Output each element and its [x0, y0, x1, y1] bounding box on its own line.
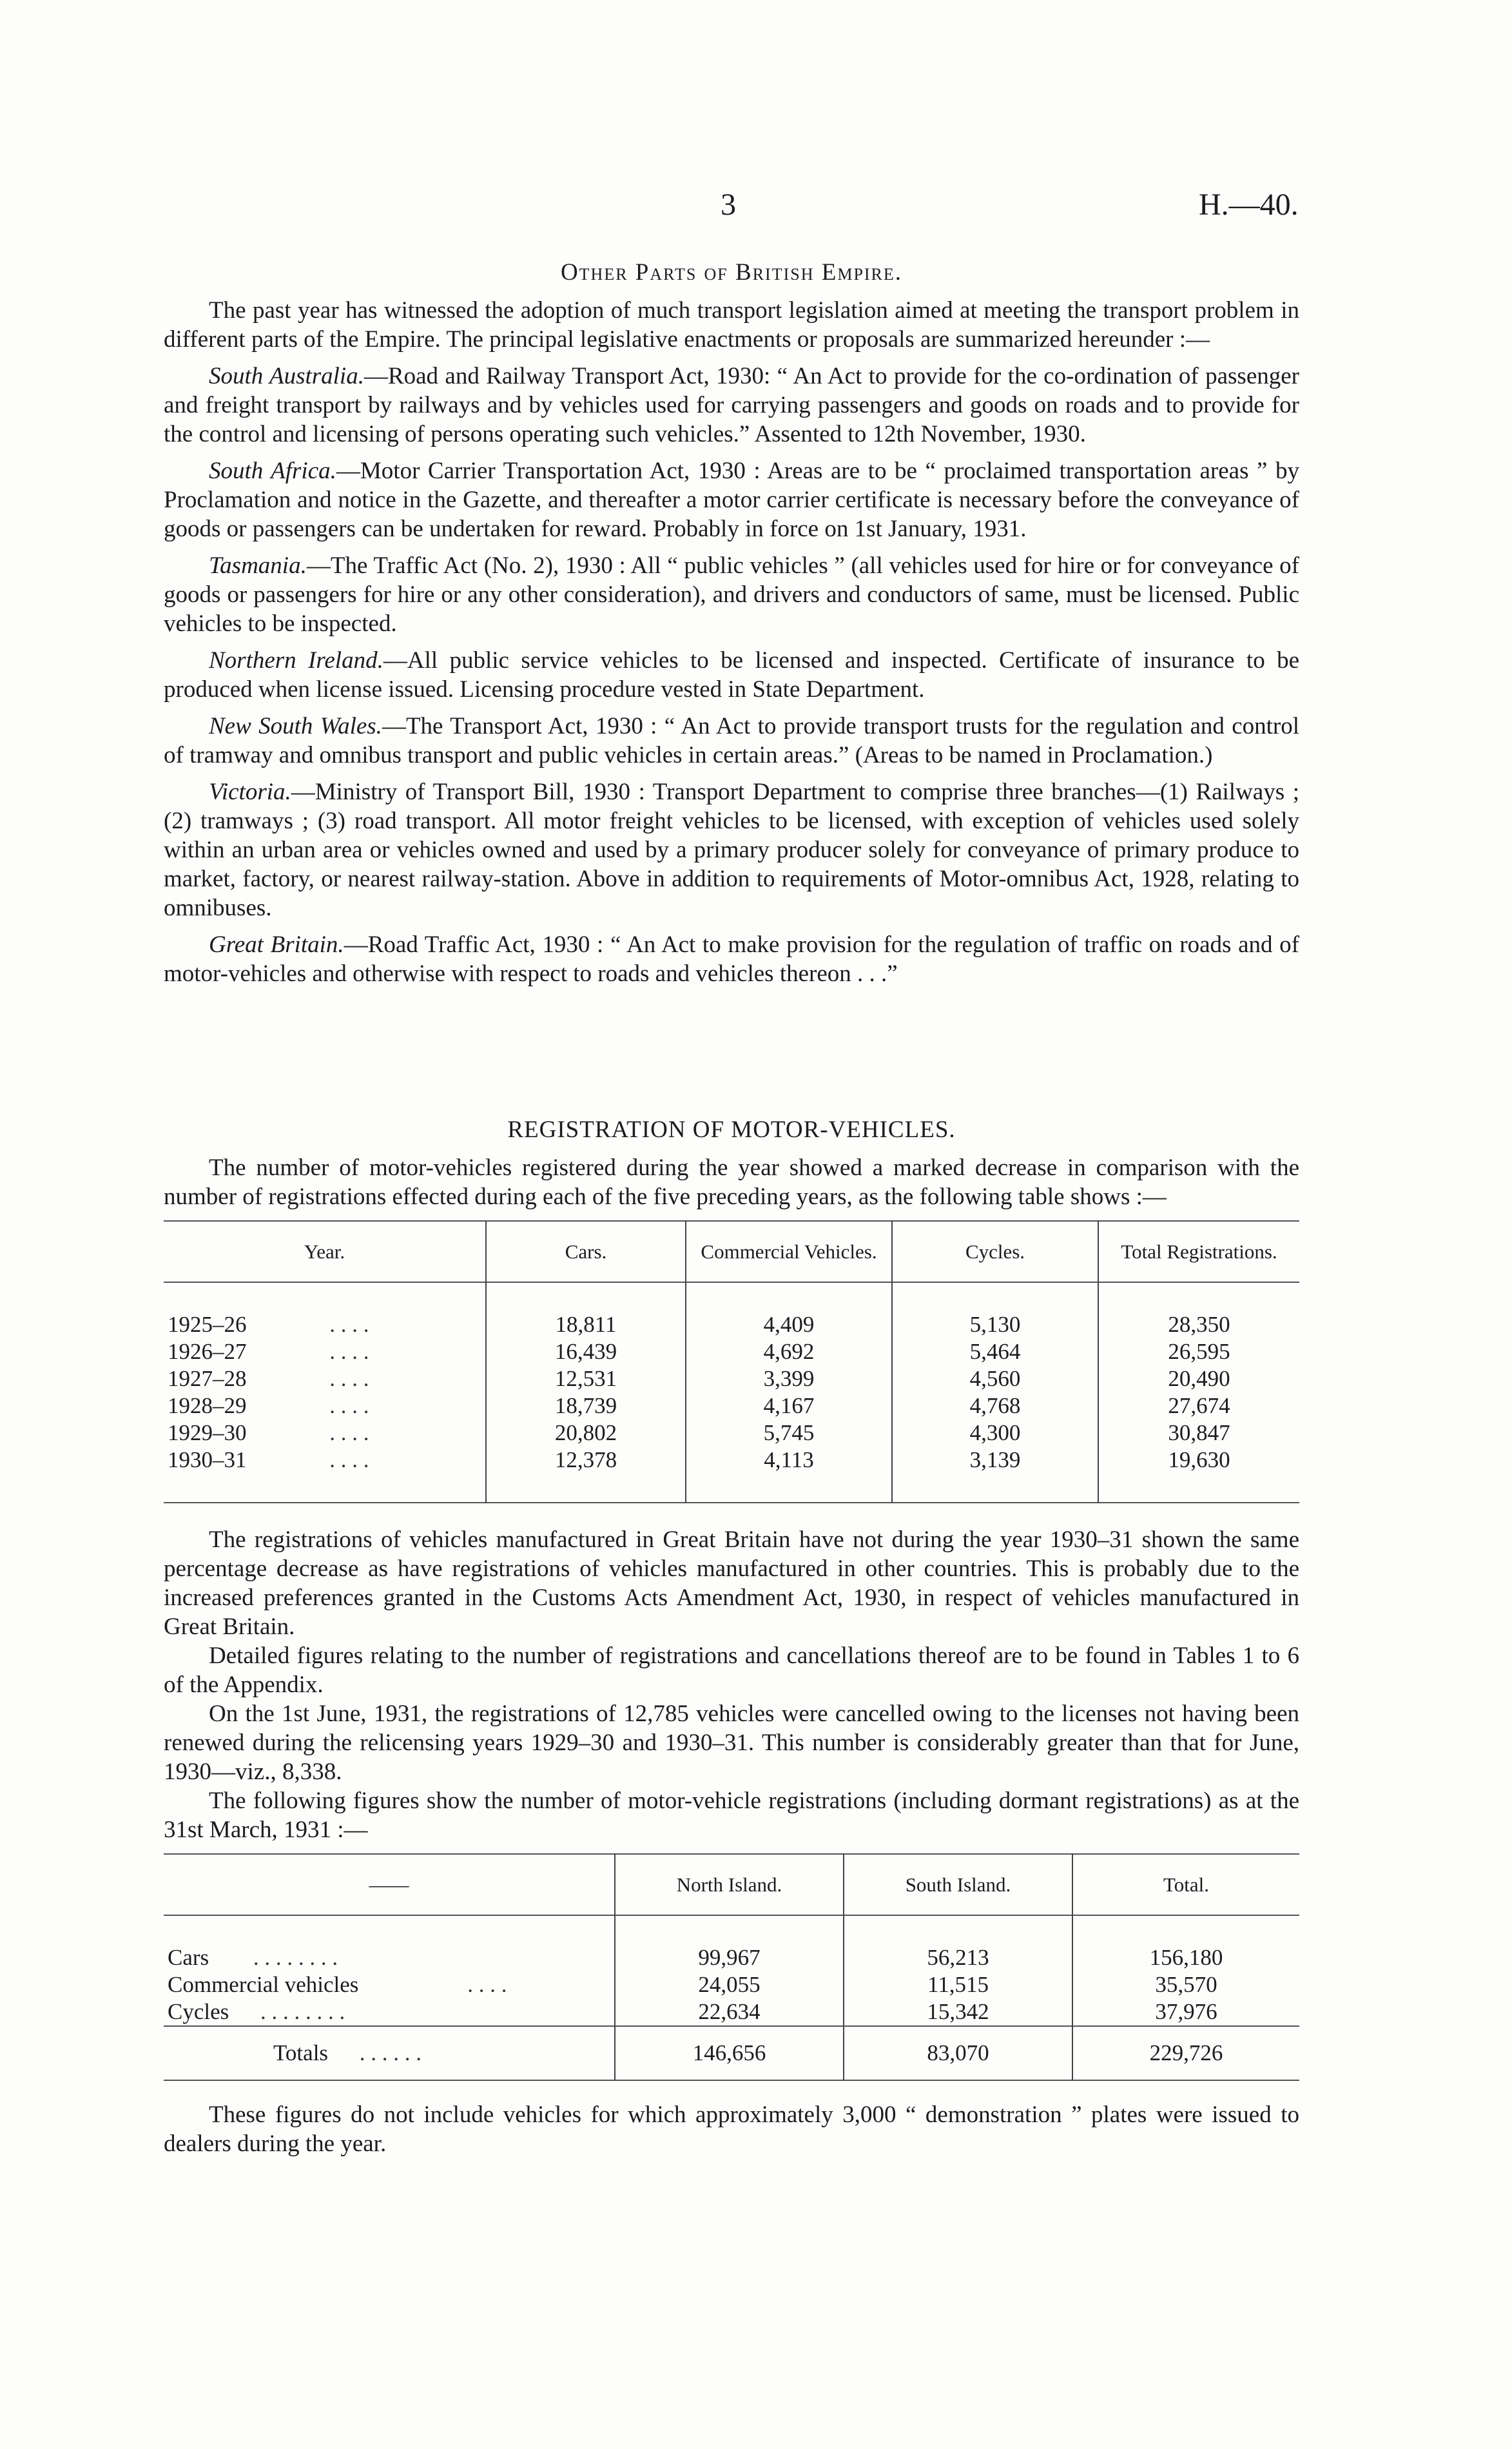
- north-island-cell: 99,967: [615, 1944, 844, 1971]
- registration-section: [164, 1115, 1299, 2158]
- entry-text: —All public service vehicles to be licensed and inspected. Certificate of insurance to be produced when license issued. Licensing procedure vested in State Department.: [164, 647, 1299, 703]
- entry-place: South Africa.: [209, 458, 336, 484]
- leader-dots: . . . . . . . .: [260, 1999, 345, 2024]
- body-paragraph: The registrations of vehicles manufactured in Great Britain have not during the year 1930–31 shown the same percentage decrease as have registrations of vehicles manufactured in other countries. This is probably due to the increased preferences granted in the Customs Acts Amendment Act, 1930, in respect of vehicles manufactured in Great Britain.: [164, 1527, 1299, 1640]
- total-cell: 26,595: [1098, 1338, 1299, 1365]
- spacer-row: [164, 1282, 1299, 1311]
- spacer-row: [164, 1915, 1299, 1944]
- body-paragraph: On the 1st June, 1931, the registrations of 12,785 vehicles were cancelled owing to the licenses not having been renewed during the relicensing years 1929–30 and 1930–31. This number is considerably greater than that for June, 1930—viz., 8,338.: [164, 1701, 1299, 1785]
- entry-place: South Australia.: [209, 363, 364, 389]
- column-header: Total Registrations.: [1098, 1221, 1299, 1282]
- entry-new-south-wales: [164, 712, 1299, 770]
- table-row: [164, 1420, 1299, 1447]
- leader-dots: . . . .: [329, 1393, 369, 1418]
- cycles-cell: 4,768: [892, 1392, 1098, 1420]
- commercial-cell: 4,113: [686, 1447, 892, 1474]
- year-cell: 1928–29: [168, 1393, 247, 1418]
- column-header: North Island.: [615, 1854, 844, 1915]
- row-label: Commercial vehicles: [168, 1972, 359, 1997]
- leader-dots: . . . .: [329, 1420, 369, 1445]
- column-header: ——: [369, 1873, 409, 1896]
- cars-cell: 12,378: [486, 1447, 686, 1474]
- entry-tasmania: [164, 551, 1299, 638]
- total-cell: 156,180: [1072, 1944, 1299, 1971]
- entry-text: —The Traffic Act (No. 2), 1930 : All “ public vehicles ” (all vehicles used for hire or for conveyance of goods or passengers for hire or any other consideration), and drivers and conductors of same, must be licensed. Public vehicles to be inspected.: [164, 552, 1299, 637]
- entry-text: —Ministry of Transport Bill, 1930 : Transport Department to comprise three branches—(1) Railways ; (2) tramways ; (3) road transport. All motor freight vehicles to be licensed, with exception of vehicles used solely within an urban area or vehicles owned and used by a primary producer solely for conveyance of primary produce to market, factory, or nearest railway-station. Above in addition to requirements of Motor-omnibus Act, 1928, relating to omnibuses.: [164, 779, 1299, 921]
- south-island-cell: 56,213: [844, 1944, 1072, 1971]
- year-cell: 1925–26: [168, 1312, 247, 1337]
- grand-total: 229,726: [1072, 2026, 1299, 2080]
- column-header: Total.: [1072, 1854, 1299, 1915]
- cars-cell: 20,802: [486, 1420, 686, 1447]
- entry-text: —The Transport Act, 1930 : “ An Act to provide transport trusts for the regulation and control of tramway and omnibus transport and public vehicles in certain areas.” (Areas to be named in Proclamation.): [164, 713, 1300, 768]
- north-island-total: 146,656: [615, 2026, 844, 2080]
- cycles-cell: 4,560: [892, 1365, 1098, 1392]
- cycles-cell: 3,139: [892, 1447, 1098, 1474]
- other-parts-section: [164, 258, 1299, 988]
- entry-place: New South Wales.: [209, 713, 382, 739]
- cars-cell: 18,739: [486, 1392, 686, 1420]
- entry-south-australia: [164, 362, 1299, 449]
- year-cell: 1930–31: [168, 1447, 247, 1472]
- table-row: [164, 1365, 1299, 1392]
- entry-place: Victoria.: [209, 779, 291, 805]
- table-row: [164, 1392, 1299, 1420]
- cars-cell: 12,531: [486, 1365, 686, 1392]
- cars-cell: 16,439: [486, 1338, 686, 1365]
- page-number: 3: [721, 188, 736, 222]
- row-label: Cars: [168, 1945, 209, 1970]
- registration-intro: The number of motor-vehicles registered during the year showed a marked decrease in comparison with the number of registrations effected during each of the five preceding years, as the following table shows :—: [164, 1155, 1299, 1210]
- registration-title: REGISTRATION OF MOTOR-VEHICLES.: [507, 1117, 956, 1143]
- footnote-paragraph: These figures do not include vehicles for which approximately 3,000 “ demonstration ” plates were issued to dealers during the year.: [164, 2102, 1299, 2157]
- entry-text: —Road Traffic Act, 1930 : “ An Act to make provision for the regulation of traffic on roads and of motor-vehicles and otherwise with respect to roads and vehicles thereon . . .”: [164, 932, 1299, 987]
- total-cell: 30,847: [1098, 1420, 1299, 1447]
- table-header-row: [164, 1221, 1299, 1282]
- cycles-cell: 5,130: [892, 1311, 1098, 1338]
- commercial-cell: 5,745: [686, 1420, 892, 1447]
- entry-text: —Road and Railway Transport Act, 1930: “ An Act to provide for the co-ordination of passenger and freight transport by railways and by vehicles used for carrying passengers and goods on roads and to provide for the control and licensing of persons operating such vehicles.” Assented to 12th November, 1930.: [164, 363, 1299, 447]
- document-code: H.—40.: [1199, 188, 1299, 222]
- entry-south-africa: [164, 456, 1299, 543]
- body-paragraph: Detailed figures relating to the number of registrations and cancellations thereof are to be found in Tables 1 to 6 of the Appendix.: [164, 1643, 1299, 1698]
- column-header: Commercial Vehicles.: [686, 1221, 892, 1282]
- leader-dots: . . . . . . . .: [253, 1945, 338, 1970]
- commercial-cell: 3,399: [686, 1365, 892, 1392]
- cycles-cell: 4,300: [892, 1420, 1098, 1447]
- table-row: [164, 1447, 1299, 1474]
- intro-paragraph: The past year has witnessed the adoption of much transport legislation aimed at meeting the transport problem in different parts of the Empire. The principal legislative enactments or proposals are summarized hereunder :—: [164, 297, 1299, 353]
- table-header-row: [164, 1854, 1299, 1915]
- commercial-cell: 4,409: [686, 1311, 892, 1338]
- entry-place: Tasmania.: [209, 552, 307, 579]
- totals-label: Totals: [273, 2040, 329, 2065]
- table-row: [164, 1311, 1299, 1338]
- leader-dots: . . . .: [467, 1972, 507, 1997]
- leader-dots: . . . .: [329, 1366, 369, 1391]
- column-header: Cycles.: [892, 1221, 1098, 1282]
- year-cell: 1929–30: [168, 1420, 247, 1445]
- registrations-by-island-table: [164, 1853, 1299, 2081]
- column-header: Year.: [304, 1240, 345, 1263]
- cycles-cell: 5,464: [892, 1338, 1098, 1365]
- commercial-cell: 4,692: [686, 1338, 892, 1365]
- section-title: Other Parts of British Empire.: [560, 259, 903, 286]
- south-island-cell: 11,515: [844, 1971, 1072, 1998]
- registrations-by-year-table: [164, 1220, 1299, 1503]
- totals-row: [164, 2026, 1299, 2080]
- total-cell: 19,630: [1098, 1447, 1299, 1474]
- body-paragraph: The following figures show the number of motor-vehicle registrations (including dormant registrations) as at the 31st March, 1931 :—: [164, 1788, 1299, 1843]
- row-label: Cycles: [168, 1999, 229, 2024]
- entry-great-britain: [164, 930, 1299, 988]
- leader-dots: . . . .: [329, 1339, 369, 1364]
- leader-dots: . . . .: [329, 1312, 369, 1337]
- entry-text: —Motor Carrier Transportation Act, 1930 : Areas are to be “ proclaimed transportation areas ” by Proclamation and notice in the Gazette, and thereafter a motor carrier certificate is necessary before the conveyance of goods or passengers can be undertaken for reward. Probably in force on 1st January, 1931.: [164, 458, 1299, 542]
- year-cell: 1926–27: [168, 1339, 247, 1364]
- table-row: [164, 1338, 1299, 1365]
- entry-northern-ireland: [164, 646, 1299, 704]
- column-header: Cars.: [486, 1221, 686, 1282]
- leader-dots: . . . .: [329, 1447, 369, 1472]
- total-cell: 35,570: [1072, 1971, 1299, 1998]
- total-cell: 20,490: [1098, 1365, 1299, 1392]
- total-cell: 28,350: [1098, 1311, 1299, 1338]
- table-row: [164, 1944, 1299, 1971]
- table-row: [164, 1971, 1299, 1998]
- leader-dots: . . . . . .: [359, 2040, 422, 2065]
- spacer-row: [164, 1474, 1299, 1503]
- total-cell: 37,976: [1072, 1998, 1299, 2026]
- north-island-cell: 24,055: [615, 1971, 844, 1998]
- entry-place: Northern Ireland.: [209, 647, 383, 674]
- entry-victoria: [164, 777, 1299, 922]
- north-island-cell: 22,634: [615, 1998, 844, 2026]
- total-cell: 27,674: [1098, 1392, 1299, 1420]
- south-island-cell: 15,342: [844, 1998, 1072, 2026]
- commercial-cell: 4,167: [686, 1392, 892, 1420]
- cars-cell: 18,811: [486, 1311, 686, 1338]
- table-row: [164, 1998, 1299, 2026]
- south-island-total: 83,070: [844, 2026, 1072, 2080]
- entry-place: Great Britain.: [209, 932, 344, 958]
- year-cell: 1927–28: [168, 1366, 247, 1391]
- column-header: South Island.: [844, 1854, 1072, 1915]
